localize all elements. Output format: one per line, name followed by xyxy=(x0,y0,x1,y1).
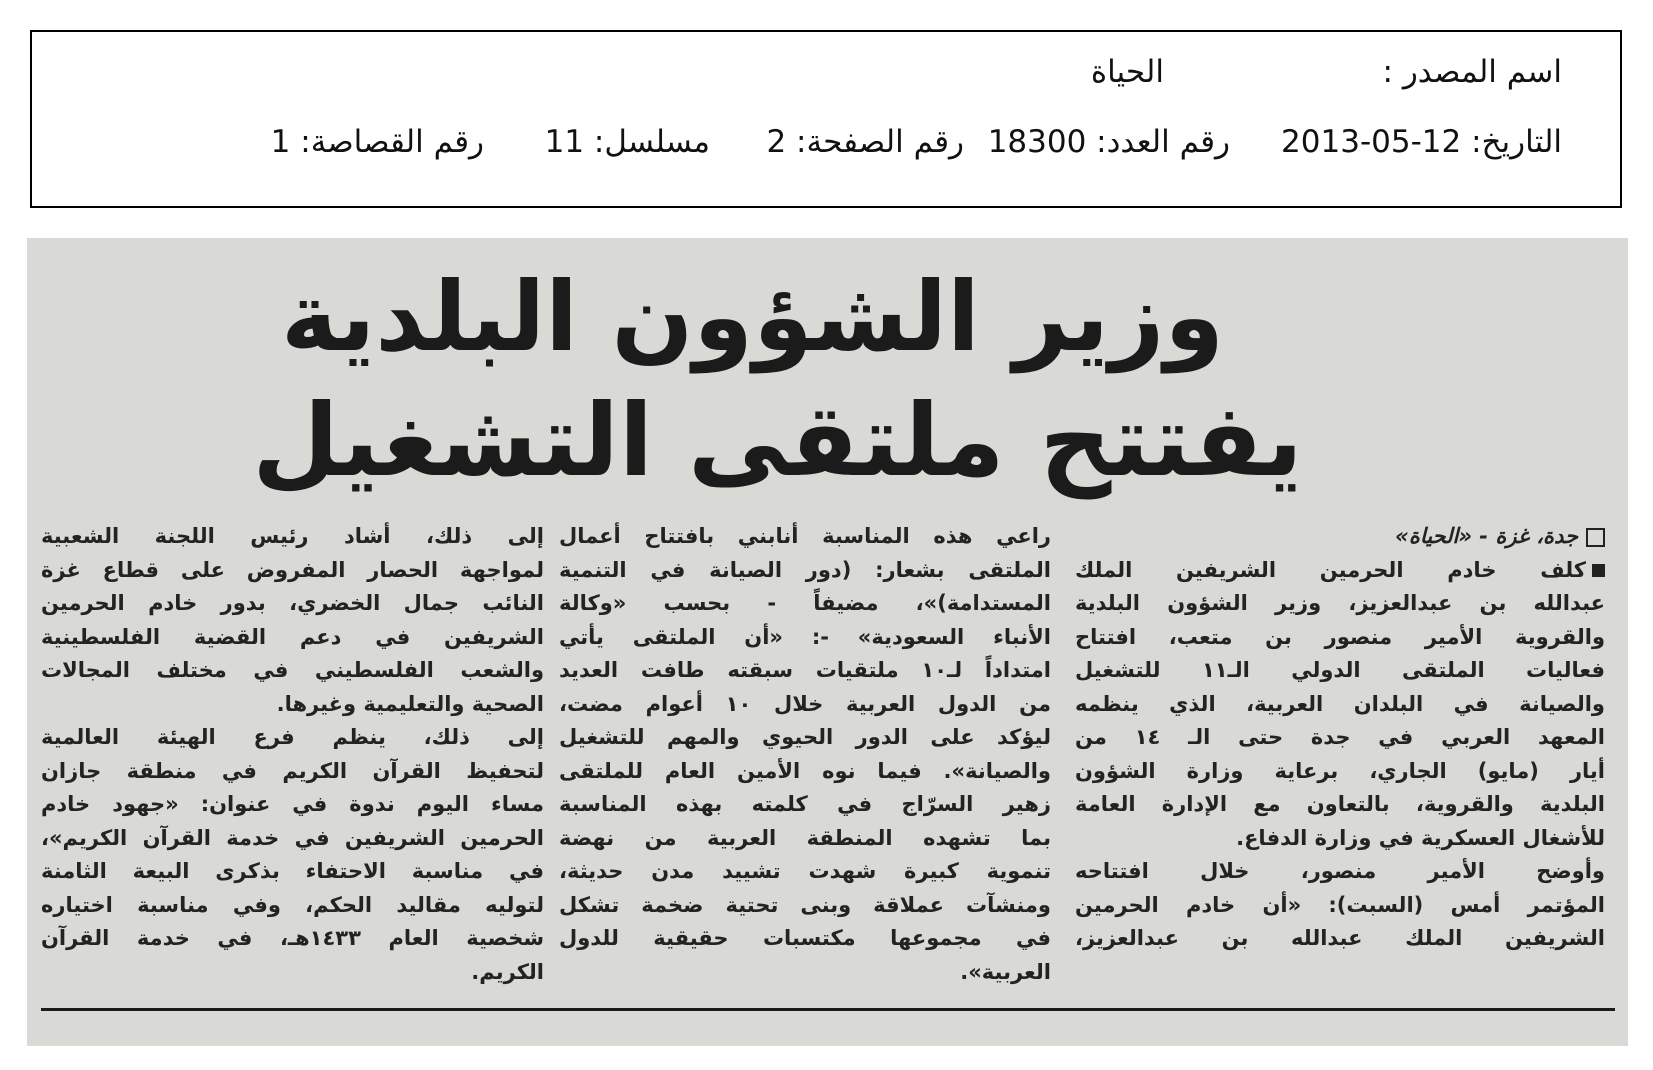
paragraph-line: المستدامة)»، مضيفاً - بحسب «وكالة xyxy=(559,591,1051,615)
newspaper-clipping xyxy=(27,238,1628,1046)
paragraph-line: والصيانة في البلدان العربية، الذي ينظمه xyxy=(1075,691,1605,716)
paragraph-line: الكريم. xyxy=(471,959,544,984)
source-value: الحياة xyxy=(1090,54,1164,90)
paragraph-line: والشعب الفلسطيني في مختلف المجالات xyxy=(41,658,544,682)
paragraph-line: الصحية والتعليمية وغيرها. xyxy=(276,691,544,716)
paragraph-line: تنموية كبيرة شهدت تشييد مدن حديثة، xyxy=(559,859,1051,883)
paragraph-line: زهير السرّاج في كلمته بهذه المناسبة xyxy=(559,792,1051,816)
article-column-middle xyxy=(559,520,1051,989)
headline-line-1: وزير الشؤون البلدية xyxy=(280,261,1225,373)
paragraph-line: العربية». xyxy=(960,959,1051,984)
paragraph-line: لتوليه مقاليد الحكم، وفي مناسبة اختياره xyxy=(41,892,544,917)
paragraph-line: وأوضح الأمير منصور، خلال افتتاحه xyxy=(1075,859,1605,883)
paragraph-line: الحرمين الشريفين في خدمة القرآن الكريم»، xyxy=(41,825,544,850)
paragraph-line: ومنشآت عملاقة وبنى تحتية ضخمة تشكل xyxy=(559,892,1051,917)
paragraph-line: للأشغال العسكرية في وزارة الدفاع. xyxy=(1236,825,1605,850)
source-label: اسم المصدر : xyxy=(1382,54,1562,90)
paragraph-line: مساء اليوم ندوة في عنوان: «جهود خادم xyxy=(41,792,544,816)
paragraph-line: راعي هذه المناسبة أنابني بافتتاح أعمال xyxy=(559,524,1051,548)
paragraph-line: النائب جمال الخضري، بدور خادم الحرمين xyxy=(41,591,544,615)
paragraph-line: المؤتمر أمس (السبت): «أن خادم الحرمين xyxy=(1075,892,1605,917)
page-number-field: رقم الصفحة: 2 xyxy=(766,124,964,160)
paragraph-line: الملتقى بشعار: (دور الصيانة في التنمية xyxy=(559,557,1051,582)
paragraph-line: في مجموعها مكتسبات حقيقية للدول xyxy=(559,926,1051,950)
paragraph-line: إلى ذلك، أشاد رئيس اللجنة الشعبية xyxy=(41,524,544,548)
paragraph-line: عبدالله بن عبدالعزيز، وزير الشؤون البلدية xyxy=(1075,591,1605,615)
serial-field: مسلسل: 11 xyxy=(544,124,710,160)
paragraph-line: والقروية الأمير منصور بن متعب، افتتاح xyxy=(1075,624,1605,649)
paragraph-line: البلدية والقروية، بالتعاون مع الإدارة العامة xyxy=(1075,792,1605,816)
paragraph-line: شخصية العام ١٤٣٣هـ، في خدمة القرآن xyxy=(41,926,544,950)
paragraph-line: الأنباء السعودية» -: «أن الملتقى يأتي xyxy=(559,624,1051,649)
source-info-box xyxy=(30,30,1622,208)
paragraph-line: أيار (مايو) الجاري، برعاية وزارة الشؤون xyxy=(1075,758,1605,783)
paragraph-line: إلى ذلك، ينظم فرع الهيئة العالمية xyxy=(41,725,544,749)
paragraph-line: الشريفين الملك عبدالله بن عبدالعزيز، xyxy=(1075,926,1605,950)
paragraph-line: ليؤكد على الدور الحيوي والمهم للتشغيل xyxy=(559,725,1051,749)
paragraph-line: كلف خادم الحرمين الشريفين الملك xyxy=(1075,554,1605,588)
paragraph-line: بما تشهده المنطقة العربية من نهضة xyxy=(559,825,1051,850)
paragraph-line: فعاليات الملتقى الدولي الـ١١ للتشغيل xyxy=(1075,658,1605,682)
paragraph-line: الشريفين في دعم القضية الفلسطينية xyxy=(41,624,544,649)
paragraph-line: لمواجهة الحصار المفروض على قطاع غزة xyxy=(41,557,544,582)
issue-number-field: رقم العدد: 18300 xyxy=(987,124,1230,160)
dateline: جدة، غزة - «الحياة» xyxy=(1075,520,1605,554)
paragraph-line: في مناسبة الاحتفاء بذكرى البيعة الثامنة xyxy=(41,859,544,883)
article-column-right xyxy=(1075,520,1605,956)
bullet-square-icon xyxy=(1592,564,1605,577)
paragraph-line: امتداداً لـ١٠ ملتقيات سبقته طافت العديد xyxy=(559,658,1051,682)
paragraph-line: من الدول العربية خلال ١٠ أعوام مضت، xyxy=(559,691,1051,716)
paragraph-line: لتحفيظ القرآن الكريم في منطقة جازان xyxy=(41,758,544,783)
paragraph-line: المعهد العربي في جدة حتى الـ ١٤ من xyxy=(1075,725,1605,749)
article-column-left xyxy=(41,520,544,989)
bottom-divider xyxy=(41,1008,1615,1011)
clip-number-field: رقم القصاصة: 1 xyxy=(270,124,484,160)
paragraph-line: والصيانة». فيما نوه الأمين العام للملتقى xyxy=(559,758,1051,783)
headline-line-2: يفتتح ملتقى التشغيل xyxy=(252,382,1303,499)
date-field: التاريخ: 12-05-2013 xyxy=(1281,124,1562,160)
square-box-icon xyxy=(1586,528,1605,547)
